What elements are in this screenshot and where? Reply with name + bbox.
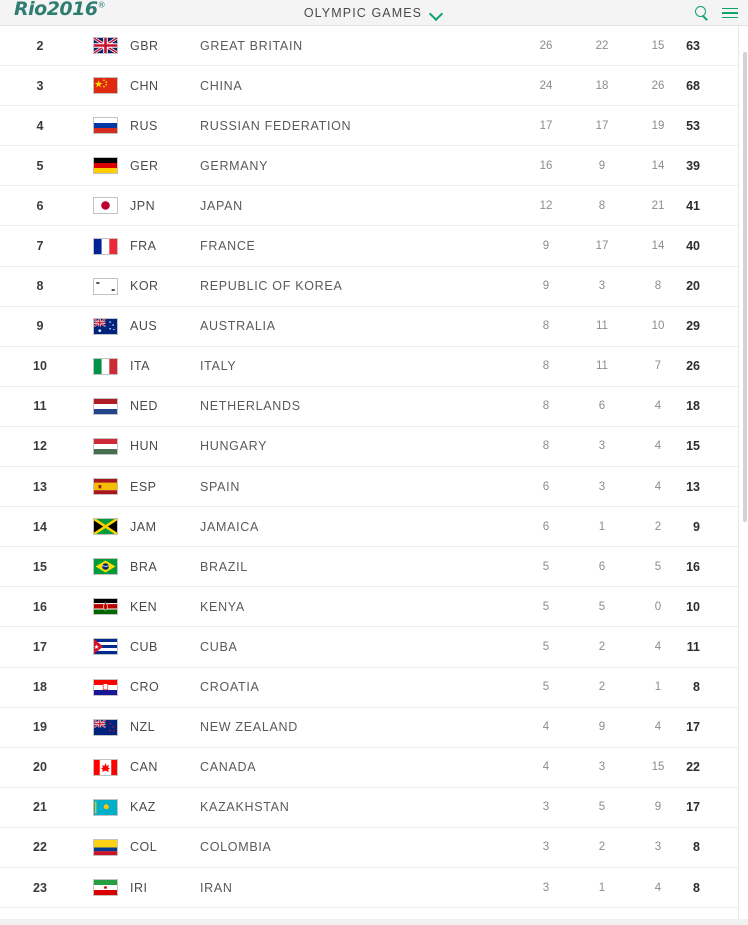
row-silver-count: 9 <box>598 721 606 734</box>
row-rank: 17 <box>33 639 47 654</box>
row-country-name: GREAT BRITAIN <box>200 38 303 53</box>
row-gold-count: 3 <box>542 881 550 894</box>
row-silver-count: 17 <box>595 240 609 253</box>
row-country-name: RUSSIAN FEDERATION <box>200 118 352 133</box>
row-silver-count: 6 <box>598 400 606 413</box>
row-country-code: GBR <box>130 38 159 53</box>
row-gold-count: 24 <box>539 79 553 92</box>
row-country-name: FRANCE <box>200 239 256 254</box>
row-gold-count: 3 <box>542 841 550 854</box>
row-silver-count: 22 <box>595 39 609 52</box>
chevron-down-icon[interactable] <box>430 9 444 18</box>
row-country-name: GERMANY <box>200 158 269 173</box>
row-gold-count: 5 <box>542 681 550 694</box>
row-gold-count: 8 <box>542 320 550 333</box>
country-flag-icon <box>80 518 130 535</box>
row-bronze-count: 15 <box>651 761 665 774</box>
country-flag-icon <box>80 719 130 736</box>
row-total-count: 39 <box>686 158 700 173</box>
row-rank: 10 <box>33 359 47 374</box>
row-country-code: CRO <box>130 680 160 695</box>
table-row[interactable] <box>0 467 748 507</box>
row-total-count: 13 <box>686 479 700 494</box>
row-bronze-count: 26 <box>651 79 665 92</box>
row-country-code: HUN <box>130 439 159 454</box>
table-row[interactable] <box>0 828 748 868</box>
table-row[interactable] <box>0 26 748 66</box>
row-country-code: FRA <box>130 239 157 254</box>
row-country-name: JAMAICA <box>200 519 260 534</box>
table-row[interactable] <box>0 868 748 908</box>
row-country-code: CAN <box>130 760 158 775</box>
row-total-count: 17 <box>686 800 700 815</box>
row-rank: 16 <box>33 599 47 614</box>
row-bronze-count: 1 <box>654 681 662 694</box>
row-silver-count: 5 <box>598 801 606 814</box>
row-bronze-count: 3 <box>654 841 662 854</box>
row-country-name: SPAIN <box>200 479 241 494</box>
row-total-count: 26 <box>686 359 700 374</box>
country-flag-icon <box>80 77 130 94</box>
row-gold-count: 17 <box>539 119 553 132</box>
row-country-code: KAZ <box>130 800 156 815</box>
header-actions <box>695 0 738 26</box>
row-country-name: CUBA <box>200 639 238 654</box>
row-gold-count: 9 <box>542 240 550 253</box>
row-total-count: 63 <box>686 38 700 53</box>
row-rank: 5 <box>36 158 44 173</box>
row-total-count: 8 <box>693 880 700 895</box>
row-bronze-count: 0 <box>654 600 662 613</box>
row-bronze-count: 14 <box>651 159 665 172</box>
row-gold-count: 4 <box>542 761 550 774</box>
row-total-count: 15 <box>686 439 700 454</box>
row-silver-count: 3 <box>598 480 606 493</box>
row-country-code: BRA <box>130 559 158 574</box>
table-row[interactable] <box>0 627 748 667</box>
country-flag-icon <box>80 117 130 134</box>
row-rank: 8 <box>36 279 44 294</box>
row-country-code: NZL <box>130 720 156 735</box>
nav-label: OLYMPIC GAMES <box>303 6 423 20</box>
row-silver-count: 9 <box>598 159 606 172</box>
table-row[interactable] <box>0 66 748 106</box>
country-flag-icon <box>80 238 130 255</box>
row-country-name: CHINA <box>200 78 243 93</box>
row-rank: 12 <box>33 439 47 454</box>
row-country-code: GER <box>130 158 159 173</box>
country-flag-icon <box>80 598 130 615</box>
row-bronze-count: 5 <box>654 560 662 573</box>
row-bronze-count: 21 <box>651 199 665 212</box>
row-country-code: JPN <box>130 198 156 213</box>
table-row[interactable] <box>0 547 748 587</box>
row-country-name: NEW ZEALAND <box>200 720 298 735</box>
row-silver-count: 2 <box>598 640 606 653</box>
row-rank: 9 <box>36 319 44 334</box>
row-country-name: IRAN <box>200 880 233 895</box>
row-country-name: HUNGARY <box>200 439 268 454</box>
country-flag-icon <box>80 278 130 295</box>
table-row[interactable] <box>0 347 748 387</box>
row-bronze-count: 4 <box>654 881 662 894</box>
row-silver-count: 17 <box>595 119 609 132</box>
row-country-name: CROATIA <box>200 680 260 695</box>
row-country-code: NED <box>130 399 158 414</box>
table-row[interactable] <box>0 668 748 708</box>
row-total-count: 8 <box>693 840 700 855</box>
row-rank: 20 <box>33 760 47 775</box>
country-flag-icon <box>80 759 130 776</box>
row-total-count: 8 <box>693 680 700 695</box>
row-bronze-count: 9 <box>654 801 662 814</box>
country-flag-icon <box>80 398 130 415</box>
app-header <box>0 0 748 26</box>
row-country-name: NETHERLANDS <box>200 399 301 414</box>
row-country-name: KENYA <box>200 599 245 614</box>
row-bronze-count: 10 <box>651 320 665 333</box>
row-bronze-count: 19 <box>651 119 665 132</box>
row-gold-count: 6 <box>542 480 550 493</box>
row-country-code: IRI <box>130 880 148 895</box>
country-flag-icon <box>80 879 130 896</box>
row-total-count: 18 <box>686 399 700 414</box>
row-country-code: CUB <box>130 639 158 654</box>
row-total-count: 9 <box>693 519 700 534</box>
country-flag-icon <box>80 438 130 455</box>
row-gold-count: 16 <box>539 159 553 172</box>
row-total-count: 11 <box>686 639 700 654</box>
row-country-code: COL <box>130 840 158 855</box>
table-row[interactable] <box>0 106 748 146</box>
row-bronze-count: 7 <box>654 360 662 373</box>
row-silver-count: 3 <box>598 761 606 774</box>
row-silver-count: 1 <box>598 520 606 533</box>
row-rank: 14 <box>33 519 47 534</box>
row-rank: 21 <box>33 800 47 815</box>
search-icon[interactable] <box>695 6 710 21</box>
olympic-games-nav[interactable] <box>0 0 748 26</box>
row-silver-count: 2 <box>598 841 606 854</box>
row-bronze-count: 4 <box>654 721 662 734</box>
row-country-code: JAM <box>130 519 157 534</box>
row-total-count: 40 <box>686 239 700 254</box>
row-country-name: REPUBLIC OF KOREA <box>200 279 343 294</box>
row-total-count: 16 <box>686 559 700 574</box>
country-flag-icon <box>80 638 130 655</box>
table-row[interactable] <box>0 146 748 186</box>
row-country-name: BRAZIL <box>200 559 248 574</box>
row-bronze-count: 8 <box>654 280 662 293</box>
row-silver-count: 8 <box>598 199 606 212</box>
row-rank: 6 <box>36 198 44 213</box>
row-rank: 15 <box>33 559 47 574</box>
brand-text: Rio2016 <box>14 0 98 20</box>
table-row[interactable] <box>0 427 748 467</box>
row-bronze-count: 4 <box>654 480 662 493</box>
row-bronze-count: 2 <box>654 520 662 533</box>
row-gold-count: 8 <box>542 360 550 373</box>
row-total-count: 29 <box>686 319 700 334</box>
row-bronze-count: 4 <box>654 640 662 653</box>
row-gold-count: 9 <box>542 280 550 293</box>
row-rank: 7 <box>36 239 44 254</box>
country-flag-icon <box>80 839 130 856</box>
country-flag-icon <box>80 558 130 575</box>
row-silver-count: 3 <box>598 280 606 293</box>
row-silver-count: 5 <box>598 600 606 613</box>
row-country-name: ITALY <box>200 359 237 374</box>
row-total-count: 53 <box>686 118 700 133</box>
row-rank: 2 <box>36 38 44 53</box>
brand-trademark: ® <box>97 0 106 10</box>
row-rank: 11 <box>33 399 47 414</box>
row-rank: 23 <box>33 880 47 895</box>
row-rank: 13 <box>33 479 47 494</box>
row-total-count: 22 <box>686 760 700 775</box>
row-total-count: 17 <box>686 720 700 735</box>
table-row[interactable] <box>0 507 748 547</box>
table-row[interactable] <box>0 708 748 748</box>
row-gold-count: 8 <box>542 440 550 453</box>
table-row[interactable] <box>0 267 748 307</box>
row-silver-count: 18 <box>595 79 609 92</box>
country-flag-icon <box>80 318 130 335</box>
row-gold-count: 4 <box>542 721 550 734</box>
table-row[interactable] <box>0 307 748 347</box>
row-rank: 22 <box>33 840 47 855</box>
row-rank: 18 <box>33 680 47 695</box>
table-row[interactable] <box>0 748 748 788</box>
row-gold-count: 5 <box>542 560 550 573</box>
row-silver-count: 11 <box>596 360 608 373</box>
country-flag-icon <box>80 478 130 495</box>
row-country-name: KAZAKHSTAN <box>200 800 290 815</box>
row-rank: 4 <box>36 118 44 133</box>
country-flag-icon <box>80 679 130 696</box>
table-row[interactable] <box>0 587 748 627</box>
row-country-name: COLOMBIA <box>200 840 272 855</box>
hamburger-menu-icon[interactable] <box>722 7 738 20</box>
row-country-code: AUS <box>130 319 158 334</box>
vertical-scrollbar[interactable] <box>743 52 747 522</box>
row-country-code: ITA <box>130 359 151 374</box>
row-country-name: CANADA <box>200 760 257 775</box>
row-country-code: KOR <box>130 279 159 294</box>
row-rank: 19 <box>33 720 47 735</box>
row-country-code: CHN <box>130 78 159 93</box>
country-flag-icon <box>80 157 130 174</box>
table-row[interactable] <box>0 788 748 828</box>
table-row[interactable] <box>0 387 748 427</box>
country-flag-icon <box>80 799 130 816</box>
row-silver-count: 11 <box>596 320 608 333</box>
row-rank: 3 <box>36 78 44 93</box>
row-total-count: 10 <box>686 599 700 614</box>
row-country-code: KEN <box>130 599 158 614</box>
row-country-name: AUSTRALIA <box>200 319 276 334</box>
table-body <box>0 26 748 908</box>
row-gold-count: 5 <box>542 600 550 613</box>
row-gold-count: 12 <box>539 199 553 212</box>
row-bronze-count: 4 <box>654 400 662 413</box>
row-bronze-count: 15 <box>651 39 665 52</box>
row-total-count: 41 <box>686 198 700 213</box>
country-flag-icon <box>80 197 130 214</box>
row-silver-count: 6 <box>598 560 606 573</box>
row-gold-count: 6 <box>542 520 550 533</box>
row-silver-count: 1 <box>598 881 606 894</box>
footer-strip <box>0 919 748 925</box>
row-country-code: ESP <box>130 479 157 494</box>
row-gold-count: 26 <box>539 39 553 52</box>
country-flag-icon <box>80 358 130 375</box>
medal-standings-table[interactable] <box>0 26 748 925</box>
row-gold-count: 5 <box>542 640 550 653</box>
row-bronze-count: 4 <box>654 440 662 453</box>
row-silver-count: 3 <box>598 440 606 453</box>
table-row[interactable] <box>0 186 748 226</box>
row-gold-count: 8 <box>542 400 550 413</box>
row-country-name: JAPAN <box>200 198 243 213</box>
row-total-count: 68 <box>686 78 700 93</box>
row-total-count: 20 <box>686 279 700 294</box>
row-silver-count: 2 <box>598 681 606 694</box>
row-gold-count: 3 <box>542 801 550 814</box>
row-country-code: RUS <box>130 118 158 133</box>
row-bronze-count: 14 <box>651 240 665 253</box>
country-flag-icon <box>80 37 130 54</box>
table-row[interactable] <box>0 226 748 266</box>
